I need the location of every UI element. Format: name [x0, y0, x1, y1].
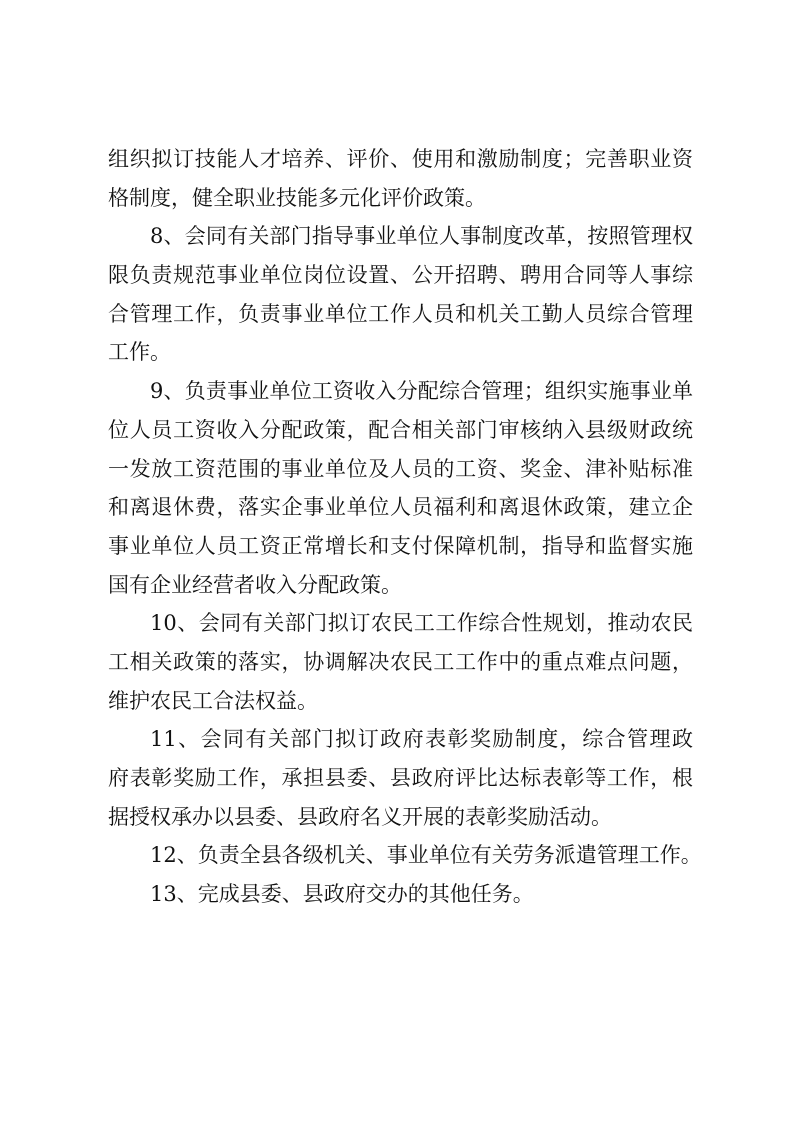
paragraph-line: 12、负责全县各级机关、事业单位有关劳务派遣管理工作。	[150, 843, 702, 868]
paragraph-line: 格制度，健全职业技能多元化评价政策。	[108, 185, 486, 210]
paragraph-line: 位人员工资收入分配政策，配合相关部门审核纳入县级财政统	[108, 417, 693, 442]
paragraph-line: 一发放工资范围的事业单位及人员的工资、奖金、津补贴标准	[108, 456, 693, 481]
paragraph-7-continued	[108, 140, 693, 217]
paragraph-item-9	[108, 372, 693, 604]
paragraph-item-11	[108, 720, 693, 836]
paragraph-line: 8、会同有关部门指导事业单位人事制度改革，按照管理权	[150, 224, 693, 249]
paragraph-line: 限负责规范事业单位岗位设置、公开招聘、聘用合同等人事综	[108, 263, 693, 288]
paragraph-item-8	[108, 217, 693, 372]
paragraph-line: 13、完成县委、县政府交办的其他任务。	[150, 882, 534, 907]
paragraph-line: 据授权承办以县委、县政府名义开展的表彰奖励活动。	[108, 804, 612, 829]
paragraph-line: 合管理工作，负责事业单位工作人员和机关工勤人员综合管理	[108, 301, 693, 326]
paragraph-line: 10、会同有关部门拟订农民工工作综合性规划，推动农民	[150, 611, 693, 636]
paragraph-line: 工相关政策的落实，协调解决农民工工作中的重点难点问题，	[108, 649, 693, 674]
paragraph-line: 和离退休费，落实企事业单位人员福利和离退休政策，建立企	[108, 495, 693, 520]
paragraph-line: 府表彰奖励工作，承担县委、县政府评比达标表彰等工作，根	[108, 766, 693, 790]
paragraph-line: 组织拟订技能人才培养、评价、使用和激励制度；完善职业资	[108, 147, 693, 171]
paragraph-item-10	[108, 604, 693, 720]
paragraph-line: 事业单位人员工资正常增长和支付保障机制，指导和监督实施	[108, 533, 693, 558]
paragraph-line: 9、负责事业单位工资收入分配综合管理；组织实施事业单	[150, 379, 693, 404]
paragraph-line: 维护农民工合法权益。	[108, 688, 318, 713]
paragraph-item-12	[108, 836, 702, 875]
paragraph-line: 11、会同有关部门拟订政府表彰奖励制度，综合管理政	[150, 727, 693, 752]
paragraph-line: 工作。	[108, 340, 171, 365]
paragraph-line: 国有企业经营者收入分配政策。	[108, 572, 402, 597]
document-body	[108, 140, 702, 914]
paragraph-item-13	[108, 875, 693, 914]
